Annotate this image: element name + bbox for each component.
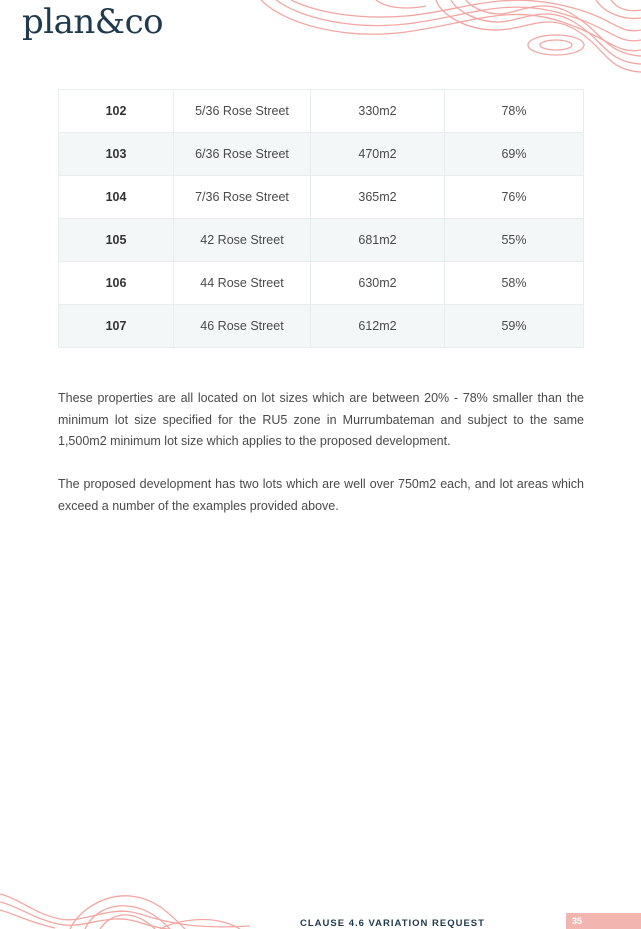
table-row xyxy=(59,90,584,133)
lot-number: 103 xyxy=(59,133,174,176)
page-number: 35 xyxy=(572,916,583,926)
lot-number: 102 xyxy=(59,90,174,133)
footer-title: CLAUSE 4.6 VARIATION REQUEST xyxy=(300,918,485,929)
lot-comparison-table xyxy=(58,89,584,348)
topographic-pattern-top xyxy=(256,0,641,75)
lot-percent-smaller: 55% xyxy=(445,219,584,262)
lot-address: 5/36 Rose Street xyxy=(174,90,311,133)
logo: plan&co xyxy=(22,2,164,42)
lot-percent-smaller: 59% xyxy=(445,305,584,348)
lot-number: 106 xyxy=(59,262,174,305)
lot-size: 470m2 xyxy=(311,133,445,176)
lot-address: 42 Rose Street xyxy=(174,219,311,262)
table-row xyxy=(59,219,584,262)
table-row xyxy=(59,262,584,305)
lot-address: 7/36 Rose Street xyxy=(174,176,311,219)
lot-size: 365m2 xyxy=(311,176,445,219)
lot-percent-smaller: 58% xyxy=(445,262,584,305)
lot-percent-smaller: 76% xyxy=(445,176,584,219)
lot-address: 46 Rose Street xyxy=(174,305,311,348)
lot-size: 330m2 xyxy=(311,90,445,133)
topographic-pattern-bottom xyxy=(0,884,250,929)
lot-percent-smaller: 78% xyxy=(445,90,584,133)
lot-percent-smaller: 69% xyxy=(445,133,584,176)
lot-address: 6/36 Rose Street xyxy=(174,133,311,176)
lot-size: 612m2 xyxy=(311,305,445,348)
body-paragraph: These properties are all located on lot sizes which are between 20% - 78% smaller than the minimum lot size specified for the RU5 zone in Murrumbateman and subject to the same 1,500m2 minimum lot size which applies to the proposed development. xyxy=(58,391,584,448)
lot-size: 681m2 xyxy=(311,219,445,262)
lot-size: 630m2 xyxy=(311,262,445,305)
lot-number: 104 xyxy=(59,176,174,219)
page-number-box xyxy=(566,913,641,929)
body-paragraph: The proposed development has two lots which are well over 750m2 each, and lot areas which exceed a number of the examples provided above. xyxy=(58,477,584,513)
lot-address: 44 Rose Street xyxy=(174,262,311,305)
lot-number: 107 xyxy=(59,305,174,348)
lot-number: 105 xyxy=(59,219,174,262)
table-row xyxy=(59,176,584,219)
table-row xyxy=(59,133,584,176)
table-row xyxy=(59,305,584,348)
